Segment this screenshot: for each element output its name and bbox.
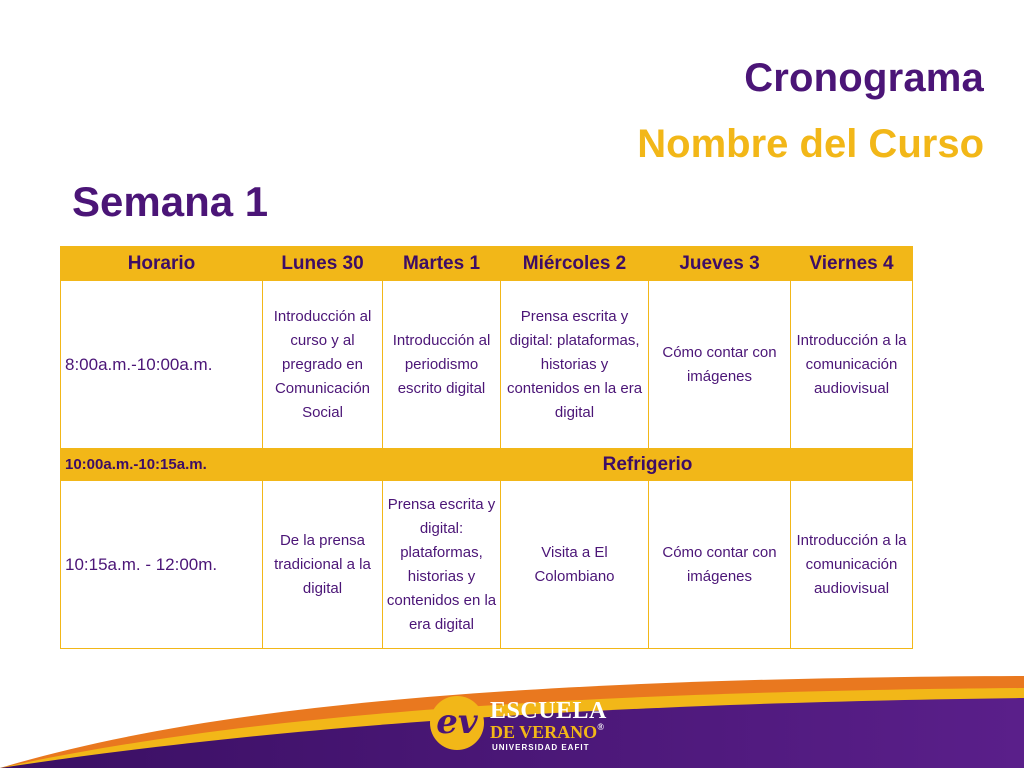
break-label: Refrigerio [383, 449, 913, 481]
column-header-miercoles: Miércoles 2 [501, 247, 649, 281]
page-title: Cronograma [744, 56, 984, 100]
session-cell: Introducción a la comunicación audiovisual [791, 481, 913, 649]
logo-line-2-text: DE VERANO [490, 722, 598, 742]
break-row [61, 449, 913, 481]
session-cell: Visita a El Colombiano [501, 481, 649, 649]
escuela-de-verano-logo [430, 692, 607, 756]
session-cell: Cómo contar con imágenes [649, 481, 791, 649]
table-row [61, 481, 913, 649]
time-slot: 8:00a.m.-10:00a.m. [61, 281, 263, 449]
session-cell: Prensa escrita y digital: plataformas, historias y contenidos en la era digital [501, 281, 649, 449]
session-cell: Prensa escrita y digital: plataformas, historias y contenidos en la era digital [383, 481, 501, 649]
table-row [61, 281, 913, 449]
break-empty-cell [263, 449, 383, 481]
logo-line-3: UNIVERSIDAD EAFIT [492, 743, 590, 752]
session-cell: De la prensa tradicional a la digital [263, 481, 383, 649]
course-name: Nombre del Curso [637, 122, 984, 166]
header-row [61, 247, 913, 281]
column-header-lunes: Lunes 30 [263, 247, 383, 281]
column-header-horario: Horario [61, 247, 263, 281]
column-header-viernes: Viernes 4 [791, 247, 913, 281]
column-header-jueves: Jueves 3 [649, 247, 791, 281]
logo-line-1: ESCUELA [490, 698, 607, 724]
break-time: 10:00a.m.-10:15a.m. [61, 449, 263, 481]
schedule-table [60, 246, 913, 649]
session-cell: Introducción al curso y al pregrado en Comunicación Social [263, 281, 383, 449]
session-cell: Introducción al periodismo escrito digital [383, 281, 501, 449]
registered-mark: ® [597, 722, 604, 732]
week-heading: Semana 1 [72, 178, 269, 225]
logo-line-2 [490, 722, 604, 743]
time-slot: 10:15a.m. - 12:00m. [61, 481, 263, 649]
ev-logo-icon: ev [430, 696, 484, 750]
session-cell: Introducción a la comunicación audiovisual [791, 281, 913, 449]
session-cell: Cómo contar con imágenes [649, 281, 791, 449]
column-header-martes: Martes 1 [383, 247, 501, 281]
